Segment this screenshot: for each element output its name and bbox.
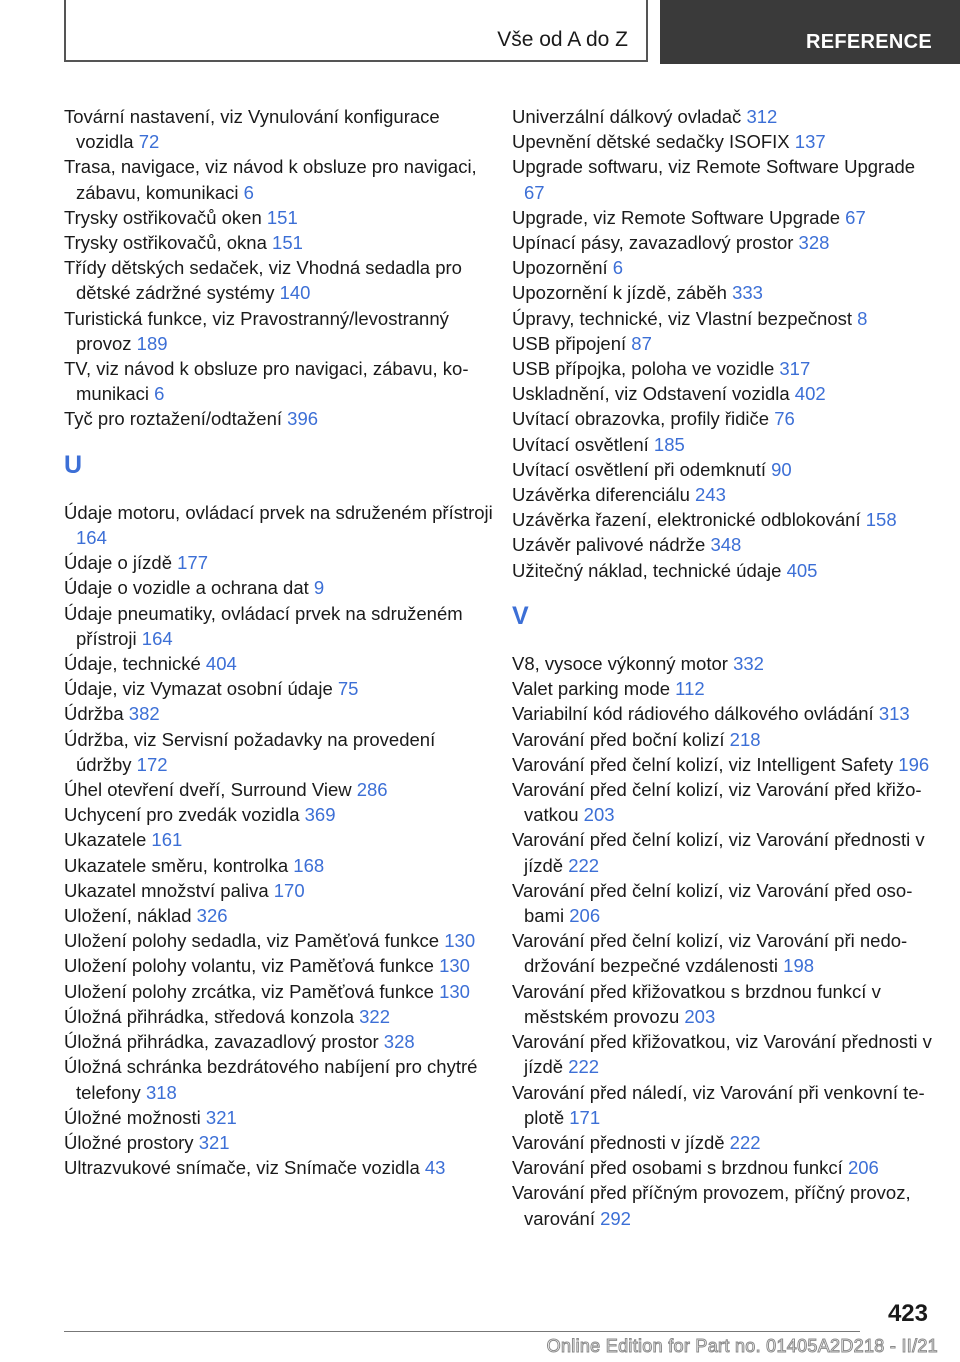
index-page-link[interactable]: 164 xyxy=(141,627,173,649)
index-entry xyxy=(512,280,932,305)
index-entry-text: Ukazatele xyxy=(64,829,147,851)
index-letter-heading: V xyxy=(512,601,529,630)
index-letter-heading: U xyxy=(64,450,83,479)
index-page-link[interactable]: 130 xyxy=(439,980,470,1002)
index-entry-text: Trasa, navigace, viz návod k obsluze pro navigaci, zábavu, komunikaci xyxy=(64,156,477,203)
index-entry-text: Údaje pneumatiky, ovládací prvek na sdruženém přístroji xyxy=(64,602,463,649)
index-entry-text: Uzávěrka řazení, elektronické odblokování xyxy=(512,509,861,531)
index-entry xyxy=(512,306,932,331)
index-entry xyxy=(64,205,494,230)
index-page-link[interactable]: 318 xyxy=(145,1081,177,1103)
index-entry-text: Varování před křižovatkou, viz Varování přednosti v jízdě xyxy=(512,1031,932,1078)
index-page-link[interactable]: 185 xyxy=(653,433,685,455)
reference-tab-label: REFERENCE xyxy=(806,31,933,53)
index-page-link[interactable]: 161 xyxy=(151,829,183,851)
index-page-link[interactable]: 402 xyxy=(794,383,826,405)
index-entry-text: Úložná přihrádka, zavazadlový prostor xyxy=(64,1031,379,1053)
index-entry-text: Varování před boční kolizí xyxy=(512,728,725,750)
index-entry xyxy=(512,827,932,877)
index-page-link[interactable]: 348 xyxy=(710,534,742,556)
index-page-link[interactable]: 322 xyxy=(359,1005,391,1027)
index-entry xyxy=(64,550,494,575)
index-entry-text: USB přípojka, poloha ve vozidle xyxy=(512,358,775,380)
index-entry-text: Upevnění dětské sedačky ISOFIX xyxy=(512,131,790,153)
page-number: 423 xyxy=(887,1300,928,1327)
index-entry xyxy=(512,777,932,827)
index-page-link[interactable]: 6 xyxy=(154,383,165,405)
index-entry xyxy=(64,827,494,852)
index-entry xyxy=(512,331,932,356)
index-entry-text: Trysky ostřikovačů, okna xyxy=(64,232,267,254)
index-entry xyxy=(64,104,494,154)
index-entry-text: Úložné možnosti xyxy=(64,1106,201,1128)
index-entry-text: Varování před náledí, viz Varování při venkovní teplotě xyxy=(512,1081,925,1128)
index-entry xyxy=(512,532,932,557)
index-entry-text: Úložná přihrádka, středová konzola xyxy=(64,1005,354,1027)
index-page-link[interactable]: 286 xyxy=(356,779,388,801)
index-entry-text: Varování přednosti v jízdě xyxy=(512,1131,725,1153)
index-entry xyxy=(64,601,494,651)
index-entry-text: Úložné prostory xyxy=(64,1131,194,1153)
index-entry-text: Úpravy, technické, viz Vlastní bezpečnost xyxy=(512,307,853,329)
index-entry-text: Varování před osobami s brzdnou funkcí xyxy=(512,1157,843,1179)
index-page-link[interactable]: 67 xyxy=(524,181,545,203)
index-entry xyxy=(64,802,494,827)
index-entry-text: Úložná schránka bezdrátového nabíjení pro chytré telefony xyxy=(64,1056,478,1103)
section-title: Vše od A do Z xyxy=(497,28,628,51)
index-entry-text: Uvítací osvětlení při odemknutí xyxy=(512,458,766,480)
index-entry xyxy=(512,1080,932,1130)
index-entry xyxy=(512,651,932,676)
index-entry-text: Úhel otevření dveří, Surround View xyxy=(64,779,352,801)
index-page-link[interactable]: 67 xyxy=(845,206,866,228)
index-page-link[interactable]: 328 xyxy=(798,232,830,254)
index-entry xyxy=(64,1054,494,1104)
index-page-link[interactable]: 243 xyxy=(695,484,726,506)
index-entry-text: Uzávěrka diferenciálu xyxy=(512,484,690,506)
index-column-right xyxy=(512,104,932,1231)
index-page-link[interactable]: 9 xyxy=(313,577,325,599)
index-entry xyxy=(512,381,932,406)
index-entry-text: Varování před čelní kolizí, viz Varování přednosti v jízdě xyxy=(512,829,925,876)
index-page-link[interactable]: 333 xyxy=(732,282,763,304)
index-page-link[interactable]: 112 xyxy=(675,678,705,700)
index-entry xyxy=(64,727,494,777)
index-entry-text: Ultrazvukové snímače, viz Snímače vozidla xyxy=(64,1157,420,1179)
index-entry-text: Užitečný náklad, technické údaje xyxy=(512,559,782,581)
index-entry xyxy=(512,129,932,154)
reference-tab[interactable] xyxy=(660,0,960,64)
index-page-link[interactable]: 140 xyxy=(279,282,311,304)
index-page-link[interactable]: 196 xyxy=(898,753,930,775)
index-entry xyxy=(512,432,932,457)
index-page-link[interactable]: 76 xyxy=(774,408,795,430)
index-entry xyxy=(512,507,932,532)
index-entry-text: Uchycení pro zvedák vozidla xyxy=(64,804,300,826)
index-page-link[interactable]: 130 xyxy=(439,955,470,977)
index-entry-text: Varování před čelní kolizí, viz Intelligent Safety xyxy=(512,753,894,775)
index-page-link[interactable]: 218 xyxy=(729,728,761,750)
index-entry xyxy=(64,903,494,928)
index-entry-text: Upgrade softwaru, viz Remote Software Upgrade xyxy=(512,156,916,178)
index-page-link[interactable]: 6 xyxy=(612,257,624,279)
index-page-link[interactable]: 203 xyxy=(583,804,615,826)
index-entry xyxy=(64,406,494,431)
index-page-link[interactable]: 382 xyxy=(128,703,160,725)
index-entry-text: Údržba xyxy=(64,703,124,725)
index-page-link[interactable]: 396 xyxy=(287,408,319,430)
index-page-link[interactable]: 6 xyxy=(243,181,254,203)
index-entry xyxy=(64,878,494,903)
index-entry xyxy=(64,1105,494,1130)
index-entry xyxy=(512,928,932,978)
index-entry xyxy=(64,701,494,726)
index-page-link[interactable]: 177 xyxy=(177,552,208,574)
index-entry-text: Variabilní kód rádiového dálkového ovládání xyxy=(512,703,874,725)
index-page-link[interactable]: 171 xyxy=(569,1106,601,1128)
footer-edition: Online Edition for Part no. 01405A2D218 - II/21 xyxy=(546,1336,938,1356)
index-entry-text: Upínací pásy, zavazadlový prostor xyxy=(512,232,794,254)
index-entry xyxy=(512,255,932,280)
index-entry xyxy=(64,154,494,204)
index-entry xyxy=(512,482,932,507)
index-entry-text: Tyč pro roztažení/odtažení xyxy=(64,408,283,430)
index-entry-text: Uskladnění, viz Odstavení vozidla xyxy=(512,383,790,405)
index-page-link[interactable]: 317 xyxy=(779,358,811,380)
index-entry-text: Varování před čelní kolizí, viz Varování před osobami xyxy=(512,879,913,927)
index-page-link[interactable]: 332 xyxy=(733,653,764,675)
index-page-link[interactable]: 158 xyxy=(865,509,897,531)
index-entry xyxy=(64,953,494,978)
index-entry xyxy=(512,205,932,230)
index-entry-text: Turistická funkce, viz Pravostranný/levostranný provoz xyxy=(64,307,449,354)
index-entry-text: Uložení polohy sedadla, viz Paměťová funkce xyxy=(64,930,440,952)
index-page-link[interactable]: 43 xyxy=(424,1157,446,1179)
index-entry-text: Upgrade, viz Remote Software Upgrade xyxy=(512,206,841,228)
index-entry xyxy=(512,356,932,381)
index-entry xyxy=(64,1029,494,1054)
index-entry xyxy=(512,104,932,129)
index-entry-text: Univerzální dálkový ovladač xyxy=(512,106,742,127)
index-entry xyxy=(64,651,494,676)
index-entry-text: Uvítací osvětlení xyxy=(512,433,649,455)
index-entry xyxy=(512,457,932,482)
index-entry-text: Trysky ostřikovačů oken xyxy=(64,206,262,228)
index-page-link[interactable]: 137 xyxy=(794,131,826,153)
index-entry xyxy=(512,1029,932,1079)
index-entry xyxy=(64,500,494,550)
index-page-link[interactable]: 151 xyxy=(272,232,303,254)
index-page-link[interactable]: 222 xyxy=(568,1056,600,1078)
index-entry xyxy=(512,230,932,255)
index-page-link[interactable]: 130 xyxy=(444,930,476,952)
index-page-link[interactable]: 404 xyxy=(205,653,237,675)
index-entry xyxy=(64,676,494,701)
index-entry-text: Ukazatel množství paliva xyxy=(64,879,269,901)
index-entry xyxy=(512,701,932,726)
index-entry-text: TV, viz návod k obsluze pro navigaci, zábavu, komunikaci xyxy=(64,358,469,405)
index-entry-text: Varování před čelní kolizí, viz Varování při nedodržování bezpečné vzdálenosti xyxy=(512,930,908,977)
index-entry xyxy=(64,1155,494,1180)
index-entry-text: Údaje motoru, ovládací prvek na sdruženém přístroji xyxy=(64,501,493,523)
index-entry xyxy=(512,406,932,431)
index-page-link[interactable]: 203 xyxy=(684,1005,716,1027)
index-entry-text: Tovární nastavení, viz Vynulování konfigurace vozidla xyxy=(64,106,440,153)
index-page-link[interactable]: 170 xyxy=(273,879,305,901)
index-entry-text: Uložení polohy volantu, viz Paměťová funkce xyxy=(64,955,434,977)
index-entry xyxy=(64,230,494,255)
index-entry xyxy=(64,306,494,356)
index-entry-text: Údržba, viz Servisní požadavky na provedení údržby xyxy=(64,728,436,775)
index-page-link[interactable]: 172 xyxy=(136,753,168,775)
index-entry-text: Uložení polohy zrcátka, viz Paměťová funkce xyxy=(64,980,434,1002)
index-entry-text: V8, vysoce výkonný motor xyxy=(512,653,728,675)
index-page-link[interactable]: 405 xyxy=(786,559,818,581)
index-page-link[interactable]: 328 xyxy=(383,1031,415,1053)
index-entry-text: Varování před příčným provozem, příčný provoz, varování xyxy=(512,1182,911,1229)
index-entry xyxy=(64,928,494,953)
index-entry xyxy=(512,878,932,928)
index-entry-text: Uložení, náklad xyxy=(64,905,192,927)
index-entry xyxy=(64,1130,494,1155)
index-entry xyxy=(512,1130,932,1155)
index-page-link[interactable]: 189 xyxy=(136,332,168,354)
index-page-link[interactable]: 206 xyxy=(569,905,601,927)
index-entry xyxy=(64,853,494,878)
index-entry xyxy=(64,356,494,406)
index-entry xyxy=(512,752,932,777)
index-entry-text: USB připojení xyxy=(512,332,627,354)
index-entry-text: Valet parking mode xyxy=(512,678,671,700)
index-page-link[interactable]: 72 xyxy=(138,131,160,153)
index-entry-text: Upozornění k jízdě, záběh xyxy=(512,282,727,304)
index-page-link[interactable]: 151 xyxy=(266,206,298,228)
index-entry-text: Varování před křižovatkou s brzdnou funkcí v městském provozu xyxy=(512,980,881,1027)
index-entry xyxy=(64,979,494,1004)
index-page-link[interactable]: 75 xyxy=(337,678,359,700)
index-entry-text: Upozornění xyxy=(512,257,608,279)
index-page-link[interactable]: 222 xyxy=(568,854,600,876)
index-entry xyxy=(512,154,932,204)
index-page-link[interactable]: 198 xyxy=(783,955,815,977)
index-entry xyxy=(512,727,932,752)
index-entry-text: Ukazatele směru, kontrolka xyxy=(64,854,289,876)
index-page-link[interactable]: 321 xyxy=(198,1131,230,1153)
index-entry xyxy=(512,1180,932,1230)
index-entry xyxy=(512,1155,932,1180)
index-entry xyxy=(64,777,494,802)
index-entry-text: Varování před čelní kolizí, viz Varování před křižovatkou xyxy=(512,779,922,826)
index-entry-text: Údaje o vozidle a ochrana dat xyxy=(64,577,309,599)
index-entry-text: Údaje, technické xyxy=(64,653,201,675)
index-page-link[interactable]: 206 xyxy=(847,1157,879,1179)
index-entry-text: Údaje, viz Vymazat osobní údaje xyxy=(64,678,333,700)
index-page-link[interactable]: 292 xyxy=(600,1207,631,1229)
index-entry xyxy=(512,979,932,1029)
index-entry-text: Uvítací obrazovka, profily řidiče xyxy=(512,408,770,430)
index-page-link[interactable]: 8 xyxy=(857,307,868,329)
page-header xyxy=(0,0,960,66)
index-entry-text: Třídy dětských sedaček, viz Vhodná sedadla pro dětské zádržné systémy xyxy=(64,257,462,304)
index-page-link[interactable]: 90 xyxy=(771,458,792,480)
index-entry xyxy=(64,1004,494,1029)
index-page-link[interactable]: 87 xyxy=(631,332,652,354)
index-column-left xyxy=(64,104,494,1180)
index-page-link[interactable]: 222 xyxy=(729,1131,761,1153)
index-page-link[interactable]: 164 xyxy=(76,527,107,549)
index-entry-text: Údaje o jízdě xyxy=(64,552,172,574)
index-page-link[interactable]: 313 xyxy=(878,703,910,725)
index-page-link[interactable]: 369 xyxy=(304,804,336,826)
index-page-link[interactable]: 312 xyxy=(746,106,778,127)
index-entry-text: Uzávěr palivové nádrže xyxy=(512,534,706,556)
index-entry xyxy=(512,676,932,701)
index-entry xyxy=(64,575,494,600)
index-page-link[interactable]: 326 xyxy=(196,905,228,927)
footer-divider xyxy=(64,1331,860,1332)
index-entry xyxy=(64,255,494,305)
index-entry xyxy=(512,558,932,583)
index-page-link[interactable]: 168 xyxy=(293,854,325,876)
index-page-link[interactable]: 321 xyxy=(205,1106,237,1128)
